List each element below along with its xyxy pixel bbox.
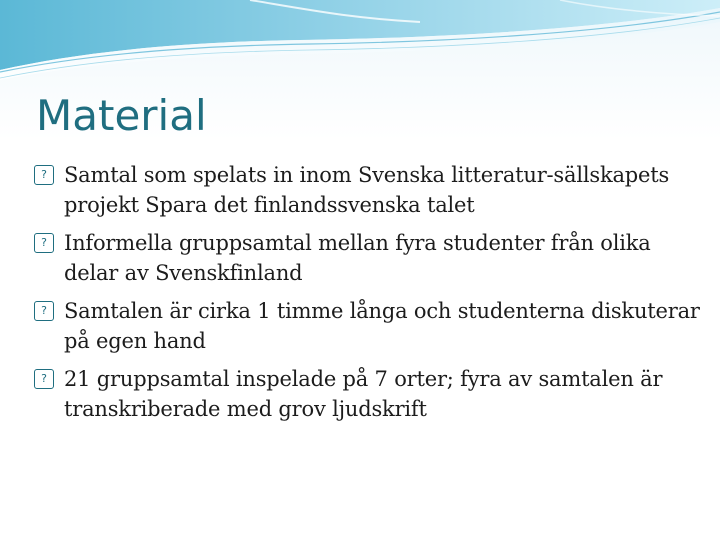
bullet-list [34, 160, 704, 432]
missing-glyph-icon: ? [34, 301, 54, 321]
bullet-text: 21 gruppsamtal inspelade på 7 orter; fyra av samtalen är transkriberade med grov ljudskrift [64, 367, 663, 421]
missing-glyph-icon: ? [34, 165, 54, 185]
bullet-item [34, 228, 704, 288]
bullet-text: Samtalen är cirka 1 timme långa och studenterna diskuterar på egen hand [64, 299, 700, 353]
bullet-item [34, 160, 704, 220]
bullet-text: Samtal som spelats in inom Svenska litteratur-sällskapets projekt Spara det finlandssvenska talet [64, 163, 670, 217]
missing-glyph-icon: ? [34, 369, 54, 389]
bullet-item [34, 296, 704, 356]
header-wave-decoration [0, 0, 720, 90]
bullet-text: Informella gruppsamtal mellan fyra studenter från olika delar av Svenskfinland [64, 231, 651, 285]
slide-title: Material [36, 91, 207, 140]
bullet-item [34, 364, 704, 424]
missing-glyph-icon: ? [34, 233, 54, 253]
